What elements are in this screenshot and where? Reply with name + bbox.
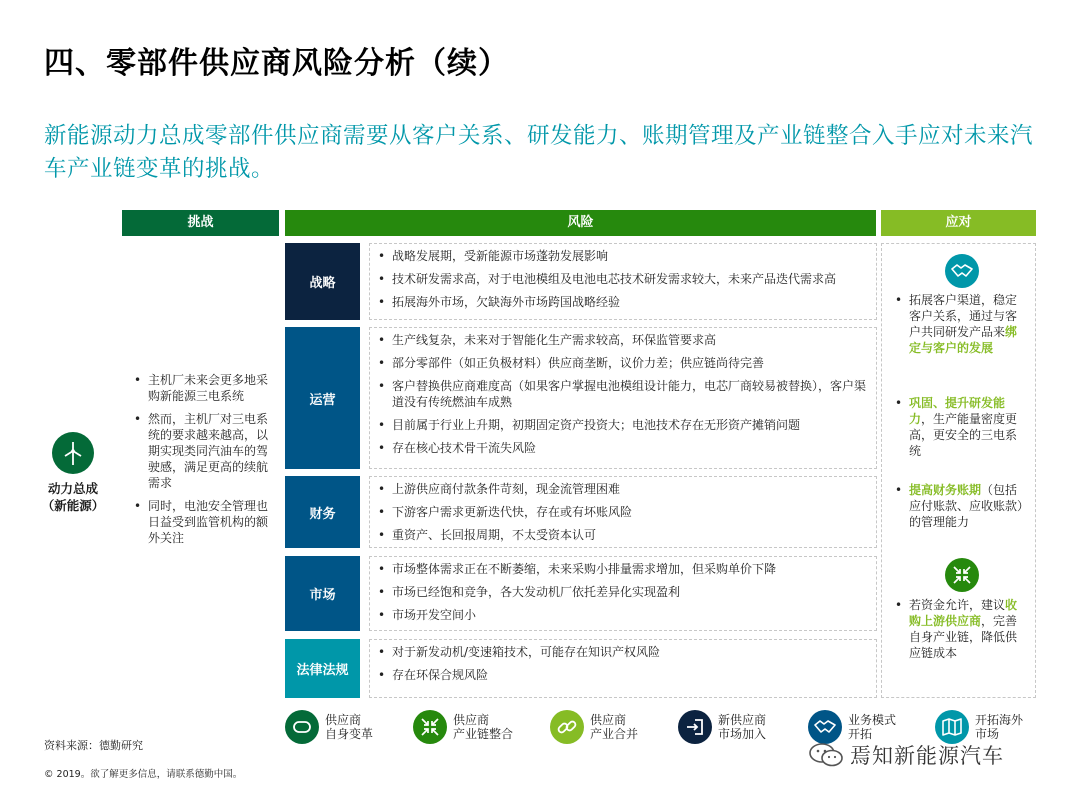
risk-item: • 市场开发空间小	[378, 607, 868, 623]
risk-item: • 下游客户需求更新迭代快，存在或有坏账风险	[378, 504, 868, 520]
risk-box-strategy	[369, 243, 877, 320]
legend-label: 自身变革	[325, 727, 374, 741]
response-text: ，生产能量密度更高，更安全的三电系统	[909, 412, 1018, 458]
handshake-icon	[945, 254, 979, 288]
header-challenge: 挑战	[122, 210, 279, 236]
risk-item: • 市场整体需求正在不断萎缩，未来采购小排量需求增加，但采购单价下降	[378, 561, 868, 577]
copyright: © 2019。欲了解更多信息，请联系德勤中国。	[44, 769, 243, 780]
legend-label: 市场	[975, 727, 1000, 741]
handshake-icon	[808, 710, 842, 744]
legend-label: 供应商	[453, 713, 490, 727]
risk-box-legal	[369, 639, 877, 698]
challenge-point: • 然而，主机厂对三电系统的要求越来越高，以期实现类同汽油车的驾驶感，满足更高的续航需求	[134, 411, 274, 491]
watermark	[808, 740, 1004, 770]
legend-label: 供应商	[325, 713, 362, 727]
legend-item-self-transformation	[285, 710, 373, 744]
risk-item: • 战略发展期，受新能源市场蓬勃发展影响	[378, 248, 868, 264]
legend-item-merger	[550, 710, 638, 744]
map-icon	[935, 710, 969, 744]
risk-item: • 生产线复杂，未来对于智能化生产需求较高，环保监管要求高	[378, 332, 868, 348]
risk-item: • 存在核心技术骨干流失风险	[378, 440, 868, 456]
header-response: 应对	[881, 210, 1036, 236]
response-highlight: 巩固、提升研发能力	[909, 396, 1006, 426]
response-text: ，完善自身产业链，降低供应链成本	[909, 614, 1018, 660]
response-text: 拓展客户渠道，稳定客户关系，通过与客户共同研发产品来	[909, 293, 1018, 339]
legend-label: 业务模式	[848, 713, 897, 727]
response-highlight: 提高财务账期	[909, 483, 982, 497]
category-legal: 法律法规	[285, 639, 360, 698]
challenge-list	[134, 372, 274, 553]
legend-label: 供应商	[590, 713, 627, 727]
subtitle: 新能源动力总成零部件供应商需要从客户关系、研发能力、账期管理及产业链整合入手应对未来汽车产业链变革的挑战。	[44, 123, 1034, 182]
watermark-text: 焉知新能源汽车	[850, 744, 1004, 768]
risk-item: • 存在环保合规风险	[378, 667, 868, 683]
risk-item: • 上游供应商付款条件苛刻，现金流管理困难	[378, 481, 868, 497]
response-item	[895, 482, 1027, 530]
response-highlight: 收购上游供应商	[909, 598, 1018, 628]
legend-label: 新供应商	[718, 713, 767, 727]
category-strategy: 战略	[285, 243, 360, 320]
challenge-point: • 同时，电池安全管理也日益受到监管机构的额外关注	[134, 498, 274, 546]
header-risk: 风险	[285, 210, 876, 236]
response-item	[895, 597, 1027, 661]
category-finance: 财务	[285, 476, 360, 548]
enter-icon	[678, 710, 712, 744]
response-item	[895, 395, 1027, 459]
risk-item: • 部分零部件（如正负极材料）供应商垄断，议价力差；供应链尚待完善	[378, 355, 868, 371]
arrows-converge-icon	[413, 710, 447, 744]
risk-item: • 市场已经饱和竞争，各大发动机厂依托差异化实现盈利	[378, 584, 868, 600]
legend-item-new-entrant	[678, 710, 766, 744]
legend-label: 市场加入	[718, 727, 767, 741]
response-text: 若资金允许，建议	[909, 598, 1006, 612]
legend-label: 开拓	[848, 727, 873, 741]
legend-label: 产业合并	[590, 727, 639, 741]
risk-box-market	[369, 556, 877, 631]
link-icon	[550, 710, 584, 744]
legend-item-chain-integration	[413, 710, 513, 744]
category-operations: 运营	[285, 327, 360, 469]
risk-item: • 对于新发动机/变速箱技术，可能存在知识产权风险	[378, 644, 868, 660]
response-text: （包括应付账款、应收账款）的管理能力	[909, 483, 1024, 529]
challenge-label-line1: 动力总成	[47, 481, 98, 496]
challenge-label-line2: （新能源）	[41, 498, 105, 513]
challenge-point: • 主机厂未来会更多地采购新能源三电系统	[134, 372, 274, 404]
risk-item: • 重资产、长回报周期，不太受资本认可	[378, 527, 868, 543]
wind-turbine-icon	[52, 432, 94, 474]
category-market: 市场	[285, 556, 360, 631]
arrows-converge-icon	[945, 558, 979, 592]
page-title: 四、零部件供应商风险分析（续）	[44, 46, 509, 81]
wechat-icon	[808, 741, 844, 769]
risk-item: • 客户替换供应商难度高（如果客户掌握电池模组设计能力，电芯厂商较易被替换），客户渠道没有传统燃油车成熟	[378, 378, 868, 410]
risk-box-operations	[369, 327, 877, 469]
legend-item-overseas	[935, 710, 1023, 744]
source-note: 资料来源：德勤研究	[44, 739, 143, 752]
legend-label: 产业链整合	[453, 727, 514, 741]
response-item	[895, 292, 1027, 356]
legend-label: 开拓海外	[975, 713, 1024, 727]
risk-box-finance	[369, 476, 877, 548]
loop-icon	[285, 710, 319, 744]
legend-item-business-model	[808, 710, 896, 744]
challenge-label	[28, 480, 118, 514]
risk-item: • 技术研发需求高，对于电池模组及电池电芯技术研发需求较大，未来产品迭代需求高	[378, 271, 868, 287]
risk-item: • 拓展海外市场，欠缺海外市场跨国战略经验	[378, 294, 868, 310]
response-highlight: 绑定与客户的发展	[909, 325, 1018, 355]
risk-item: • 目前属于行业上升期，初期固定资产投资大；电池技术存在无形资产摊销问题	[378, 417, 868, 433]
